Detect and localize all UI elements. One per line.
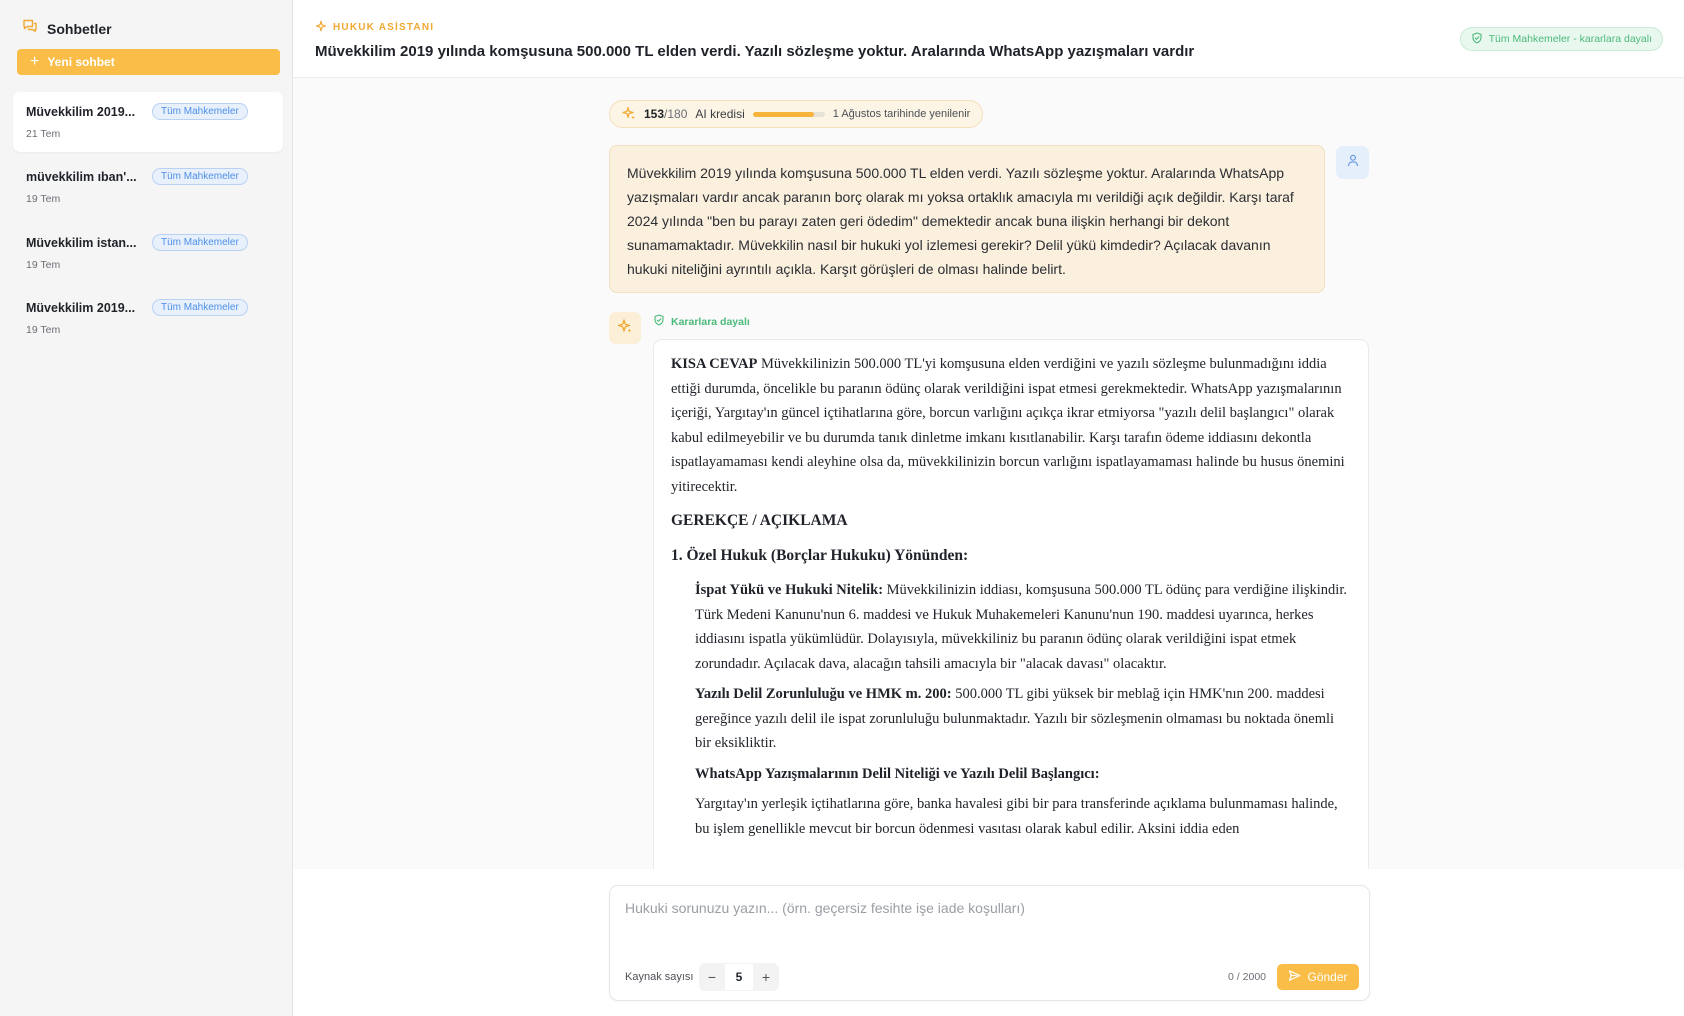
chat-item-date: 19 Tem (26, 324, 61, 336)
status-badge-label: Tüm Mahkemeler - kararlara dayalı (1488, 33, 1652, 45)
chat-item-name: müvekkilim ıban'... (26, 169, 137, 184)
credit-renew-text: 1 Ağustos tarihinde yenilenir (832, 108, 971, 120)
paragraph-title: İspat Yükü ve Hukuki Nitelik: (695, 582, 884, 598)
credit-used: 153 (644, 107, 665, 121)
source-count-label: Kaynak sayısı (625, 971, 694, 983)
sparkles-icon (617, 318, 633, 339)
chat-item-date: 19 Tem (26, 193, 61, 205)
page-title: Müvekkilim 2019 yılında komşusuna 500.000 TL elden verdi. Yazılı sözleşme yoktur. Aralarında WhatsApp yazışmaları vardır (315, 43, 1195, 60)
increment-button[interactable]: + (761, 969, 771, 985)
chat-item-name: Müvekkilim 2019... (26, 104, 136, 119)
eyebrow-label: HUKUK ASİSTANI (333, 22, 435, 33)
conversation-area[interactable] (293, 78, 1684, 869)
user-avatar (1336, 146, 1369, 179)
court-badge: Tüm Mahkemeler (152, 299, 248, 316)
shield-check-icon (1471, 32, 1483, 47)
answer-paragraph (695, 682, 1352, 756)
short-answer-title: KISA CEVAP (671, 356, 758, 372)
chat-list-item[interactable] (13, 288, 283, 348)
question-input[interactable] (625, 900, 1345, 916)
sparkles-icon (315, 20, 327, 35)
send-label: Gönder (1307, 970, 1348, 984)
decrement-button[interactable]: − (707, 969, 717, 985)
new-chat-label: Yeni sohbet (47, 55, 115, 69)
answer-paragraph (695, 762, 1352, 787)
paragraph-text: 500.000 TL gibi yüksek bir meblağ için HMK'nın 200. maddesi gereğince yazılı delil ile ispat zorunluluğu bulunmaktadır. Yazılı bir sözleşmenin olmaması bu noktada önemli bir eksikliktir. (695, 686, 1335, 751)
sidebar-title: Sohbetler (47, 20, 112, 37)
section-heading: GEREKÇE / AÇIKLAMA (671, 512, 848, 529)
chat-item-name: Müvekkilim 2019... (26, 300, 136, 315)
paragraph-title: Yazılı Delil Zorunluluğu ve HMK m. 200: (695, 686, 952, 702)
credit-progress-bar (753, 112, 825, 117)
credit-label: AI kredisi (695, 107, 745, 121)
assistant-eyebrow (315, 20, 434, 35)
sidebar-header (22, 18, 112, 39)
credit-progress-fill (753, 112, 814, 117)
sidebar (0, 0, 293, 1016)
send-button[interactable] (1277, 964, 1359, 990)
ai-avatar (609, 312, 641, 344)
send-icon (1288, 969, 1301, 985)
chat-header (293, 0, 1684, 78)
chat-list-item[interactable] (13, 92, 283, 152)
user-icon (1346, 153, 1360, 172)
subsection-heading: 1. Özel Hukuk (Borçlar Hukuku) Yönünden: (671, 546, 969, 564)
source-count-value: 5 (725, 964, 753, 990)
short-answer-text: Müvekkilinizin 500.000 TL'yi komşusuna elden verdiğini ve yazılı sözleşme bulunmadığını iddia ettiği durumda, öncelikle bu paranın ödünç olarak verildiğini ispat etmesi gerekmektedir. WhatsApp yazışmalarının içeriği, Yargıtay'ın güncel içtihatlarına göre, borcun varlığını açıkça ikrar etmiyorsa "yazılı delil başlangıcı" olarak kabul edilmeyebilir ve bu durumda tanık dinletme imkanı kısıtlanabilir. Karşı tarafın ödeme iddiasını dekontla ispatlayamaması kendi aleyhine olsa da, müvekkilinizin borcun varlığını ispatlayamaması halinde bu husus önemini yitirecektir. (671, 356, 1345, 495)
user-message: Müvekkilim 2019 yılında komşusuna 500.000 TL elden verdi. Yazılı sözleşme yoktur. Aralarında WhatsApp yazışmaları vardır ancak paranın borç olarak mı yoksa ortaklık amacıyla mı verildiği açık değildir. Karşı taraf 2024 yılında "ben bu parayı zaten geri ödedim" demektedir ancak buna ilişkin herhangi bir dekont sunamamaktadır. Müvekkilin nasıl bir hukuki yol izlemesi gerekir? Delil yükü kimdedir? Açılacak davanın hukuki niteliğini ayrıntılı açıkla. Karşıt görüşleri de olması halinde belirt. (609, 145, 1325, 293)
character-counter: 0 / 2000 (1228, 971, 1266, 983)
assistant-answer (653, 339, 1369, 869)
credit-indicator (609, 100, 983, 128)
grounded-tag (653, 314, 750, 329)
chat-item-date: 19 Tem (26, 259, 61, 271)
answer-paragraph: Yargıtay'ın yerleşik içtihatlarına göre, banka havalesi gibi bir para transferinde açıklama bulunmaması halinde, bu işlem genellikle mevcut bir borcun ödenmesi vasıtası olarak kabul edilir. Aksini iddia eden (695, 796, 1338, 837)
chat-item-name: Müvekkilim istan... (26, 235, 137, 250)
sparkles-icon (622, 106, 636, 123)
status-badge (1460, 27, 1663, 51)
short-answer-paragraph (671, 352, 1352, 499)
chat-bubbles-icon (22, 18, 38, 39)
chat-list-item[interactable] (13, 223, 283, 283)
court-badge: Tüm Mahkemeler (152, 234, 248, 251)
source-count-stepper (699, 963, 779, 991)
new-chat-button[interactable] (17, 49, 280, 75)
court-badge: Tüm Mahkemeler (152, 103, 248, 120)
chat-list-item[interactable] (13, 157, 283, 217)
credit-total: /180 (664, 107, 688, 121)
plus-icon: + (30, 53, 40, 70)
message-composer (609, 885, 1370, 1001)
grounded-tag-label: Kararlara dayalı (671, 315, 750, 328)
shield-check-icon (653, 314, 665, 329)
answer-paragraph (695, 578, 1352, 676)
chat-item-date: 21 Tem (26, 128, 61, 140)
paragraph-text: Müvekkilinizin iddiası, komşusuna 500.000 TL ödünç para verdiğine ilişkindir. Türk Medeni Kanunu'nun 6. maddesi ve Hukuk Muhakemeleri Kanunu'nun 190. maddesi uyarınca, herkes iddiasını ispatla yükümlüdür. Dolayısıyla, müvekkiliniz bu paranın ödünç olarak verildiğini ispat etmek zorundadır. Açılacak dava, alacağın tahsili amacıyla bir "alacak davası" olacaktır. (695, 582, 1347, 672)
paragraph-title: WhatsApp Yazışmalarının Delil Niteliği ve Yazılı Delil Başlangıcı: (695, 765, 1100, 782)
court-badge: Tüm Mahkemeler (152, 168, 248, 185)
